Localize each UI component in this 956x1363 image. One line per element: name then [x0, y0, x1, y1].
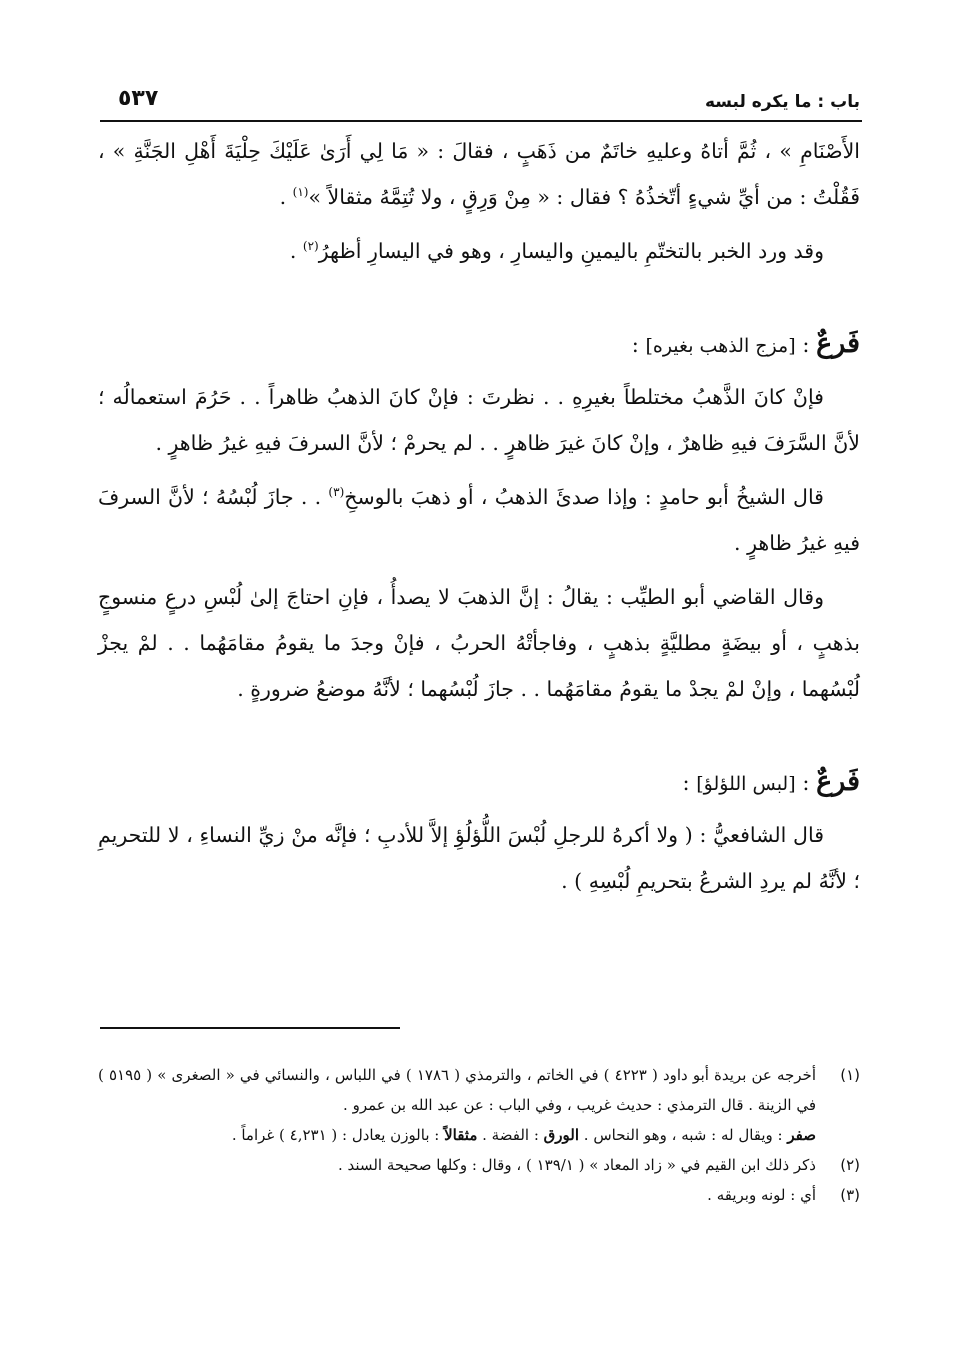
page-header: [100, 86, 860, 120]
section-keyword: فَرعٌ: [816, 766, 860, 797]
section-title-end: :: [631, 333, 646, 357]
section-title-end: :: [682, 771, 697, 795]
footnote-number: (٢): [840, 1156, 860, 1174]
paragraph-4-tail: . . جازَ لُبْسُهُ ؛ لأنَّ السرفَ فيهِ غيرُ ظاهرٍ .: [98, 485, 860, 555]
paragraph-1-text: الأَصْنَامِ » ، ثُمَّ أتاهُ وعليهِ خاتَمٌ من ذَهَبٍ ، فقالَ : « مَا لِي أَرَىٰ عَلَيْكَ حِلْيَةَ أَهْلِ الجَنَّةِ » ، فَقُلْتُ : من أيِّ شيءٍ أتّخذُهُ ؟ فقال : « مِنْ وَرِقٍ ، ولا تُتِمَّهُ مثقالاً »: [98, 139, 860, 209]
footnote-ref-1[interactable]: (١): [292, 185, 309, 200]
gloss-definition: : بالوزن يعادل : ( ٤,٢٣١ ) غراماً .: [231, 1126, 445, 1144]
footnote-number: (١): [840, 1066, 860, 1084]
footnote-1-gloss: [98, 1120, 860, 1150]
footnote-1: [98, 1060, 860, 1120]
paragraph-2: [98, 228, 860, 274]
footnote-text: أخرجه عن بريدة أبو داود ( ٤٢٢٣ ) في الخاتم ، والترمذي ( ١٧٨٦ ) في اللباس ، والنسائي في « الصغرى » ( ٥١٩٥ ) في الزينة . قال الترمذي : حديث غريب ، وفي الباب : عن عبد الله بن عمرو .: [98, 1066, 816, 1114]
gloss-term: مثقالاً: [444, 1126, 478, 1144]
main-text: [98, 128, 860, 904]
footnote-text: ذكر ذلك ابن القيم في « زاد المعاد » ( ١٣٩/١ ) ، وقال : وكلها صحيحة السند .: [338, 1156, 816, 1174]
paragraph-1: [98, 128, 860, 220]
gloss-term: الورق: [543, 1126, 580, 1144]
footnote-gloss-text: [98, 1120, 816, 1150]
footnote-ref-2[interactable]: (٢): [302, 239, 319, 254]
gloss-term: صفر: [787, 1126, 816, 1144]
section-keyword: فَرعٌ: [816, 328, 860, 359]
section-heading-pearls: [98, 758, 860, 808]
paragraph-5: وقال القاضي أبو الطيِّب : يقالُ : إنَّ الذهبَ لا يصدأُ ، فإنِ احتاجَ إلىٰ لُبْسِ درعٍ منسوجٍ بذهبٍ ، أو بيضَةٍ مطليَّةٍ بذهبٍ ، وفاجأتْهُ الحربُ ، فإنْ وجدَ ما يقومُ مقامَهُما . . لمْ يجزْ لُبْسُهما ، وإنْ لمْ يجدْ ما يقومُ مقامَهُما . . جازَ لُبْسُهما ؛ لأنَّهُ موضعُ ضرورةٍ .: [98, 585, 860, 701]
section-title: [لبس اللؤلؤ]: [696, 773, 796, 795]
gloss-definition: : الفضة .: [477, 1126, 544, 1144]
footnote-3: [98, 1180, 860, 1210]
paragraph-4-text: قال الشيخُ أبو حامدٍ : وإذا صدئَ الذهبُ ، أو ذهبَ بالوسخِ: [344, 485, 824, 509]
footnote-text: أي : لونه وبريقه .: [707, 1186, 816, 1204]
footnote-2: [98, 1150, 860, 1180]
paragraph-6: قال الشافعيُّ : ( ولا أكرهُ للرجلِ لُبْسَ اللُّؤلُؤِ إلاَّ للأدبِ ؛ فإنَّه منْ زيِّ النساءِ ، لا للتحريمِ ؛ لأنَّهُ لم يردِ الشرعُ بتحريمِ لُبْسِهِ ) .: [98, 823, 860, 893]
page-number: ٥٣٧: [118, 86, 159, 111]
paragraph-1-tail: .: [279, 185, 293, 209]
section-heading-gold-mixture: [98, 320, 860, 370]
footnote-number: (٣): [840, 1186, 860, 1204]
footnotes: [98, 1060, 860, 1210]
section-title: [مزج الذهب بغيره]: [645, 335, 796, 357]
footnote-ref-3[interactable]: (٣): [328, 485, 345, 500]
section-colon: :: [795, 771, 817, 795]
paragraph-2-tail: .: [289, 239, 303, 263]
section-colon: :: [795, 333, 817, 357]
paragraph-2-text: وقد ورد الخبر بالتختّمِ باليمينِ واليسارِ ، وهو في اليسارِ أظهرُ: [318, 239, 824, 263]
paragraph-4: [98, 474, 860, 566]
gloss-definition: : ويقال له : شبه ، وهو النحاس .: [579, 1126, 788, 1144]
running-title: باب : ما يكره لبسه: [704, 92, 860, 112]
header-rule: [100, 120, 862, 122]
footnote-separator: [100, 1027, 400, 1029]
paragraph-3: فإنْ كانَ الذَّهبُ مختلطاً بغيرِهِ . . نظرتَ : فإنْ كانَ الذهبُ ظاهراً . . حَرُمَ استعمالُه ؛ لأنَّ السَّرَفَ فيهِ ظاهرٌ ، وإنْ كانَ غيرَ ظاهرٍ . . لم يحرمْ ؛ لأنَّ السرفَ فيهِ غيرُ ظاهرٍ .: [98, 385, 860, 455]
